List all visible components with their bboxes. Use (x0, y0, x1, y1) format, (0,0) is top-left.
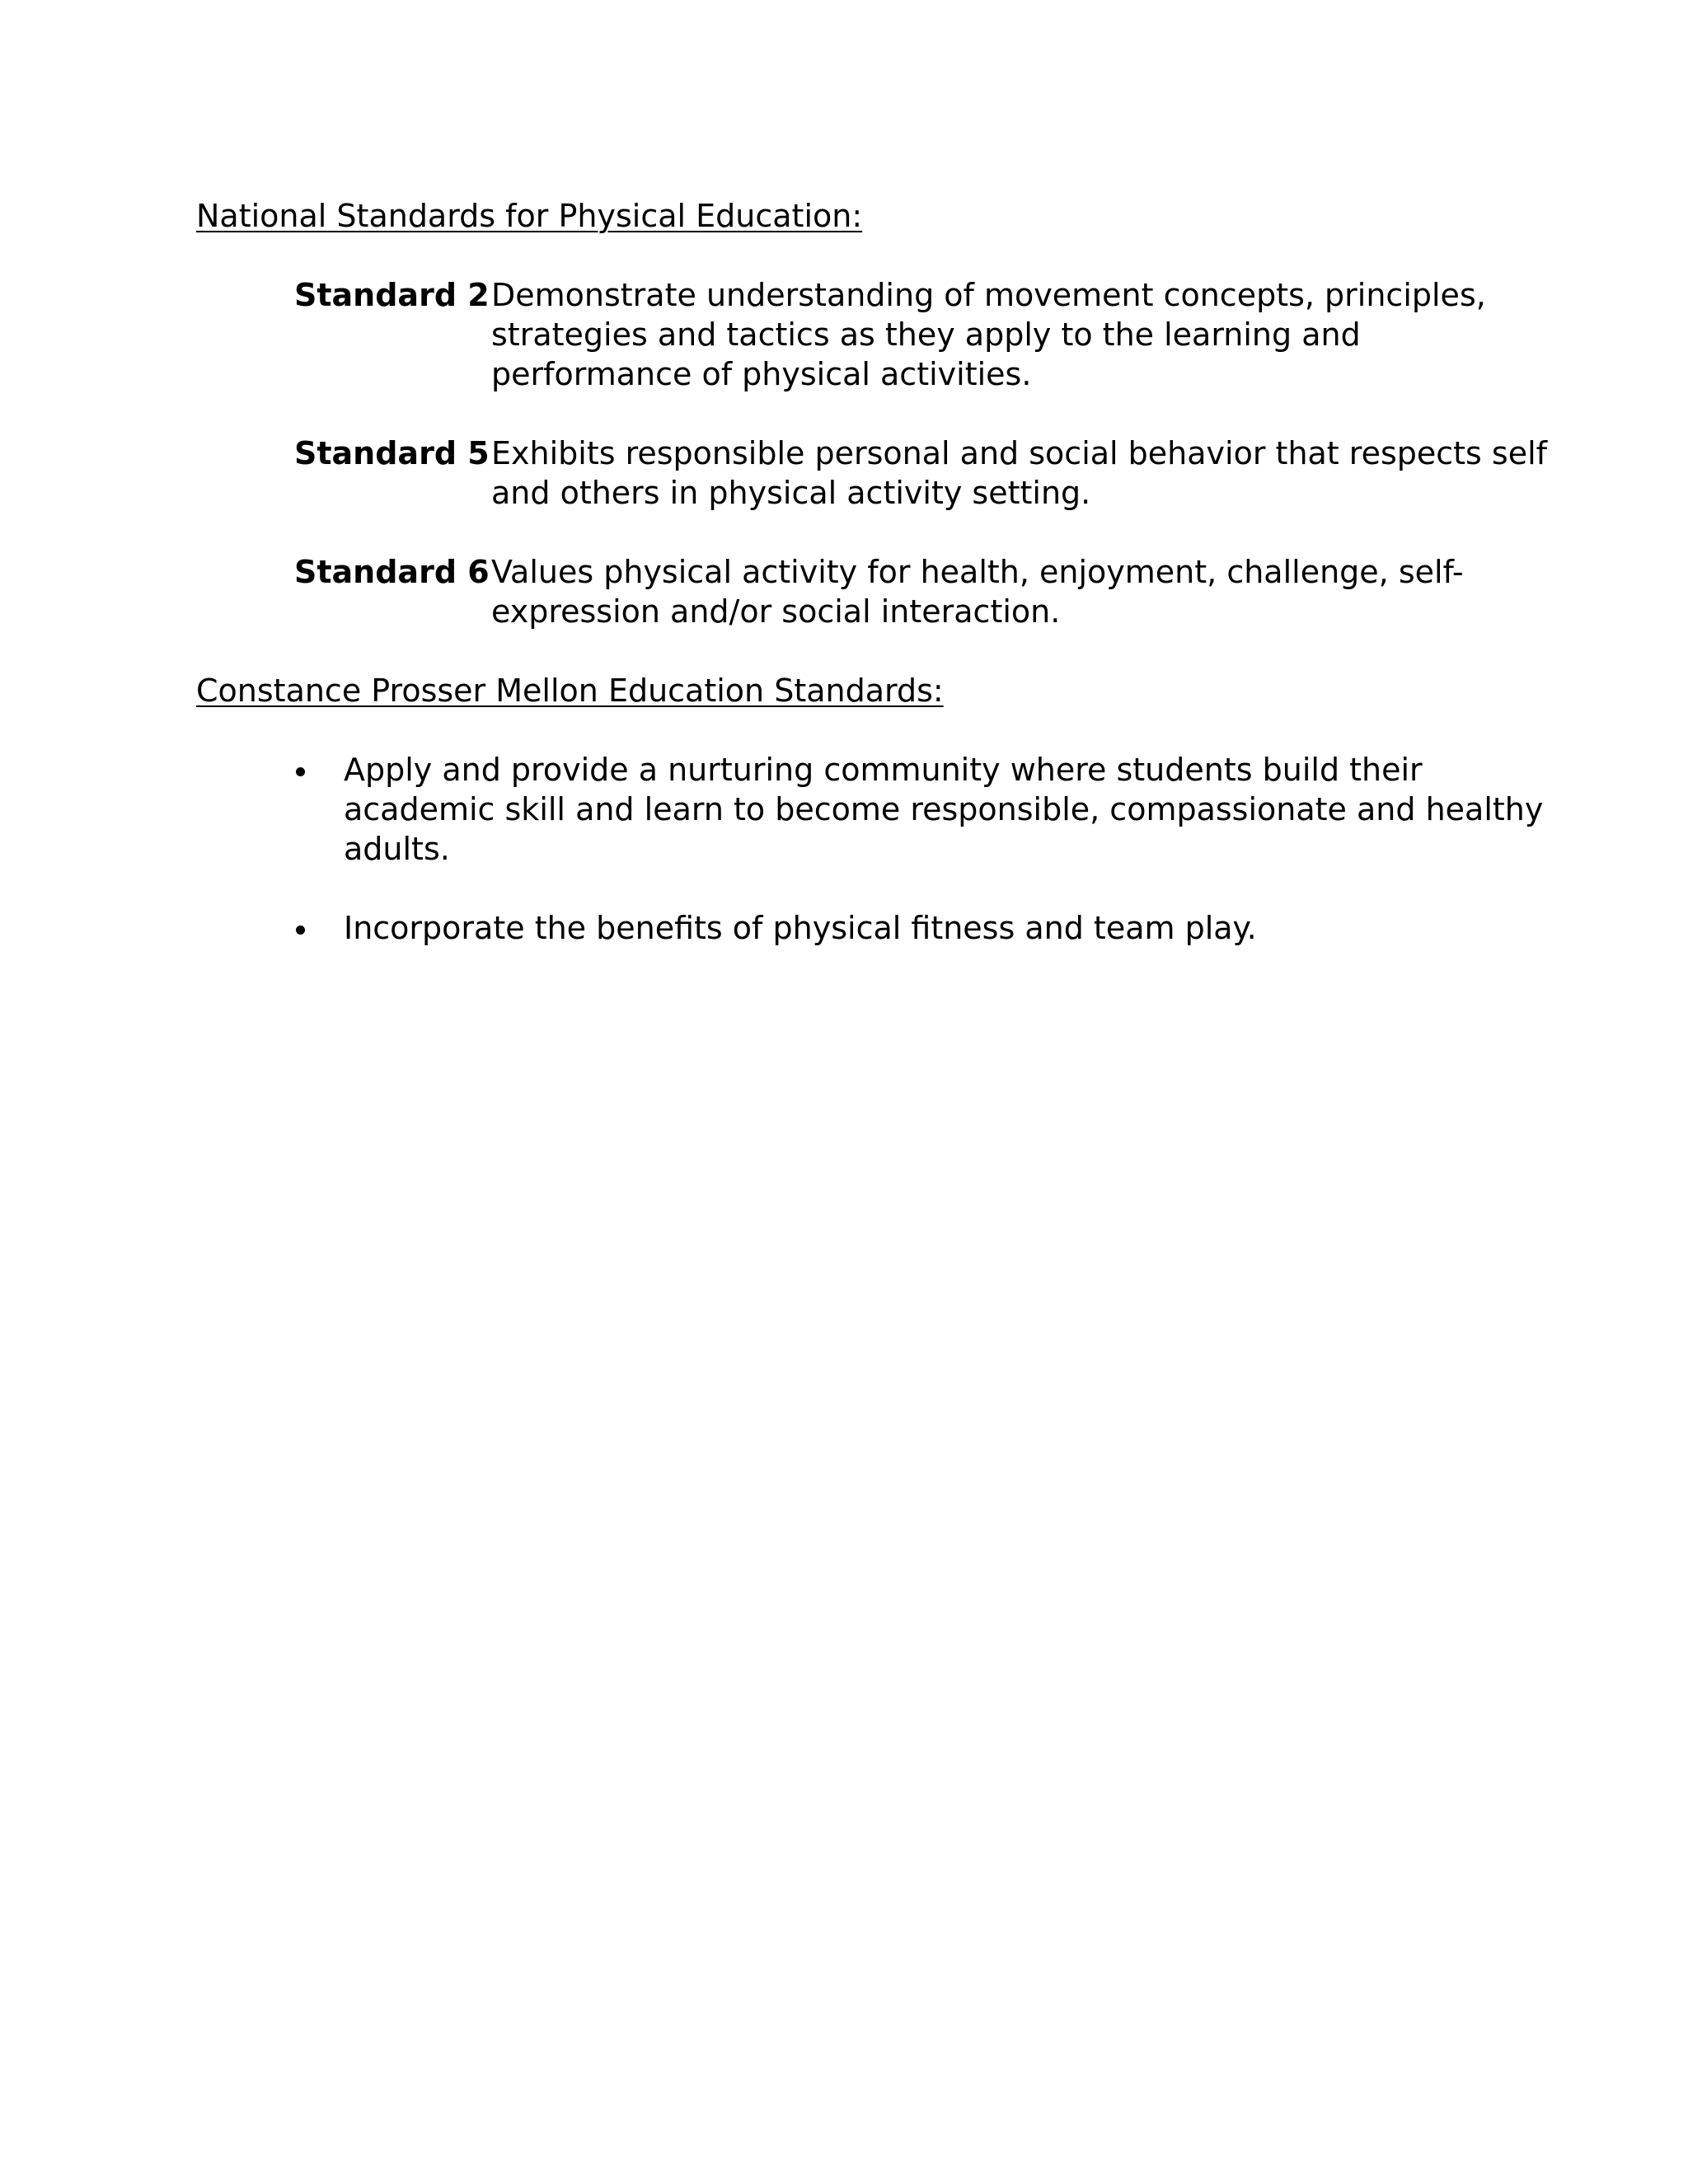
standard-description-line: strategies and tactics as they apply to the learning and (491, 316, 1361, 353)
standard-label: Standard 6 (294, 554, 490, 590)
cpm-standards-heading: Constance Prosser Mellon Education Standards: (196, 673, 944, 709)
standard-description (491, 275, 1486, 394)
standard-description-line: and others in physical activity setting. (491, 475, 1091, 511)
standard-label: Standard 2 (294, 277, 490, 313)
bullet-text-line: academic skill and learn to become responsible, compassionate and healthy (344, 791, 1544, 827)
standard-description (491, 434, 1548, 513)
bullet-text (344, 750, 1544, 869)
bullet-text-line: Incorporate the benefits of physical fitness and team play. (344, 910, 1257, 946)
standard-description-line: Demonstrate understanding of movement concepts, principles, (491, 277, 1486, 313)
national-standards-heading: National Standards for Physical Education: (196, 198, 863, 234)
bullet-text-line: Apply and provide a nurturing community where students build their (344, 752, 1423, 788)
bullet-text (344, 908, 1481, 948)
bullet-text-line: adults. (344, 831, 450, 867)
standard-description-line: expression and/or social interaction. (491, 593, 1061, 630)
standard-description-line: Exhibits responsible personal and social behavior that respects self (491, 435, 1548, 471)
standard-description (491, 552, 1480, 631)
standard-description-line: Values physical activity for health, enjoyment, challenge, self- (491, 554, 1464, 590)
standard-description-line: performance of physical activities. (491, 356, 1032, 392)
standard-label: Standard 5 (294, 435, 490, 471)
